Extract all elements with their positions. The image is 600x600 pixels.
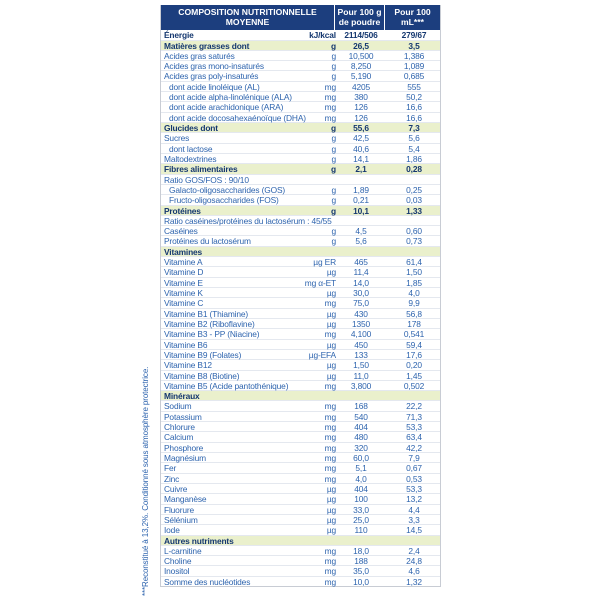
nutrient-label: dont acide arachidonique (ARA): [169, 102, 284, 113]
value-per-100g: 404: [354, 483, 368, 494]
nutrient-label: Vitamine B6: [164, 339, 208, 350]
nutrient-unit: µg-EFA: [308, 349, 336, 360]
table-row: [161, 102, 440, 112]
nutrient-label: Galacto-oligosaccharides (GOS): [169, 184, 286, 195]
table-row: [161, 82, 440, 92]
nutrient-unit: mg: [324, 422, 336, 433]
value-per-100ml: 0,03: [406, 195, 422, 206]
nutrient-label: Acides gras saturés: [164, 50, 235, 61]
nutrient-unit: g: [331, 164, 336, 175]
value-per-100g: 465: [354, 257, 368, 268]
nutrient-label: Zinc: [164, 473, 180, 484]
nutrient-label: Vitamines: [164, 246, 203, 257]
nutrient-unit: mg: [324, 453, 336, 463]
nutrient-label: Acides gras poly-insaturés: [164, 71, 259, 82]
table-row: [161, 443, 440, 453]
value-per-100g: 35,0: [353, 566, 369, 577]
nutrient-label: Potassium: [164, 411, 202, 422]
nutrient-unit: µg: [326, 483, 336, 494]
nutrient-label: Somme des nucléotides: [164, 576, 251, 587]
table-row: [161, 474, 440, 484]
value-per-100ml: 0,502: [403, 380, 425, 391]
nutrient-unit: g: [331, 123, 336, 133]
value-per-100ml: 3,5: [408, 40, 420, 51]
nutrient-unit: mg: [324, 401, 336, 412]
table-row: [161, 391, 440, 401]
nutrient-label: L-carnitine: [164, 545, 202, 556]
nutrient-unit: µg: [326, 288, 336, 298]
nutrient-unit: g: [331, 71, 336, 82]
nutrient-label: Caséines: [164, 226, 198, 237]
value-per-100g: 4,100: [350, 329, 372, 340]
value-per-100g: 1,89: [353, 184, 369, 195]
value-per-100ml: 56,8: [406, 308, 422, 319]
nutrient-label: Protéines: [164, 205, 201, 216]
nutrient-label: Vitamine A: [164, 257, 203, 268]
nutrient-label: Fibres alimentaires: [164, 164, 238, 175]
table-row: [161, 206, 440, 216]
table-row: [161, 257, 440, 267]
table-row: [161, 422, 440, 432]
value-per-100ml: 16,6: [406, 112, 422, 123]
nutrient-unit: g: [331, 205, 336, 216]
table-row: [161, 494, 440, 504]
value-per-100g: 0,21: [353, 195, 369, 206]
value-per-100ml: 53,3: [406, 483, 422, 494]
nutrient-label: Sodium: [164, 401, 192, 412]
table-row: [161, 164, 440, 174]
table-row: [161, 247, 440, 257]
nutrient-unit: µg: [326, 318, 336, 329]
table-row: [161, 30, 440, 40]
nutrient-label: Vitamine B1 (Thiamine): [164, 308, 249, 319]
value-per-100g: 10,1: [353, 205, 369, 216]
value-per-100g: 2114/506: [344, 30, 378, 41]
nutrient-label: Protéines du lactosérum: [164, 236, 251, 247]
value-per-100g: 100: [354, 494, 368, 505]
nutrient-unit: mg: [324, 411, 336, 422]
table-row: [161, 340, 440, 350]
value-per-100g: 168: [354, 401, 368, 412]
table-row: [161, 154, 440, 164]
nutrient-label: Maltodextrines: [164, 153, 217, 164]
nutrient-label: Ratio GOS/FOS : 90/10: [164, 174, 249, 185]
value-per-100g: 11,4: [353, 267, 369, 278]
nutrient-label: Ratio caséines/protéines du lactosérum : 45/55: [164, 215, 332, 226]
reconstitution-footnote: ***Reconstitué à 13,2%. Conditionné sous atmosphère protectrice.: [141, 366, 150, 596]
table-row: [161, 144, 440, 154]
value-per-100ml: 0,541: [403, 329, 425, 340]
table-row: [161, 123, 440, 133]
table-row: [161, 566, 440, 576]
value-per-100ml: 1,089: [403, 61, 425, 72]
table-row: [161, 216, 440, 226]
value-per-100g: 540: [354, 411, 368, 422]
value-per-100ml: 0,60: [406, 226, 422, 237]
value-per-100g: 4,0: [355, 473, 367, 484]
nutrient-unit: mg: [324, 81, 336, 92]
nutrient-label: Vitamine B8 (Biotine): [164, 370, 240, 381]
nutrient-unit: g: [331, 143, 336, 154]
nutrient-unit: µg: [326, 360, 336, 371]
nutrient-unit: g: [331, 153, 336, 164]
value-per-100ml: 1,386: [403, 50, 425, 61]
table-row: [161, 133, 440, 143]
nutrient-label: Vitamine C: [164, 298, 204, 309]
nutrient-unit: mg: [324, 463, 336, 474]
nutrient-unit: µg: [326, 370, 336, 381]
nutrient-unit: µg: [326, 267, 336, 278]
value-per-100ml: 71,3: [406, 411, 422, 422]
nutrient-unit: µg: [326, 339, 336, 350]
nutrient-unit: mg: [324, 566, 336, 577]
nutrient-label: dont lactose: [169, 143, 213, 154]
value-per-100ml: 59,4: [406, 339, 422, 350]
table-row: [161, 412, 440, 422]
nutrient-unit: mg: [324, 112, 336, 123]
table-row: [161, 432, 440, 442]
value-per-100g: 126: [354, 102, 368, 113]
table-row: [161, 71, 440, 81]
value-per-100g: 1350: [351, 318, 371, 329]
value-per-100ml: 17,6: [406, 349, 422, 360]
nutrient-label: Sélénium: [164, 514, 198, 525]
table-row: [161, 41, 440, 51]
value-per-100g: 5,1: [355, 463, 367, 474]
value-per-100ml: 5,4: [408, 143, 420, 154]
nutrient-unit: kJ/kcal: [309, 30, 336, 41]
value-per-100g: 404: [354, 422, 368, 433]
table-row: [161, 92, 440, 102]
value-per-100ml: 4,6: [408, 566, 420, 577]
nutrient-label: Cuivre: [164, 483, 188, 494]
nutrient-label: Sucres: [164, 133, 190, 144]
header-per-100g: Pour 100 g de poudre: [334, 5, 384, 30]
nutrient-label: Fer: [164, 463, 177, 474]
value-per-100g: 14,1: [353, 153, 369, 164]
value-per-100ml: 4,4: [408, 504, 420, 515]
table-row: [161, 536, 440, 546]
table-row: [161, 360, 440, 370]
table-row: [161, 463, 440, 473]
nutrient-label: Matières grasses dont: [164, 40, 250, 51]
value-per-100g: 4,5: [355, 226, 367, 237]
table-row: [161, 288, 440, 298]
value-per-100ml: 50,2: [406, 92, 422, 103]
header-composition: COMPOSITION NUTRITIONNELLE MOYENNE: [178, 7, 317, 27]
value-per-100g: 18,0: [353, 545, 369, 556]
value-per-100g: 380: [354, 92, 368, 103]
nutrient-unit: g: [331, 195, 336, 206]
table-row: [161, 278, 440, 288]
nutrient-unit: mg: [324, 473, 336, 484]
value-per-100ml: 1,45: [406, 370, 422, 381]
nutrient-unit: mg: [324, 545, 336, 556]
nutrient-label: Minéraux: [164, 391, 200, 402]
nutrient-unit: mg: [324, 298, 336, 309]
table-row: [161, 267, 440, 277]
nutrient-label: Vitamine B5 (Acide pantothénique): [164, 380, 289, 391]
value-per-100g: 30,0: [353, 288, 369, 298]
value-per-100ml: 555: [407, 81, 421, 92]
table-row: [161, 505, 440, 515]
value-per-100g: 11,0: [353, 370, 369, 381]
nutrient-unit: µg: [326, 494, 336, 505]
table-row: [161, 298, 440, 308]
nutrient-unit: g: [331, 226, 336, 237]
table-row: [161, 226, 440, 236]
table-row: [161, 350, 440, 360]
nutrient-unit: g: [331, 61, 336, 72]
value-per-100ml: 7,9: [408, 453, 420, 463]
table-row: [161, 175, 440, 185]
value-per-100g: 110: [354, 525, 368, 536]
value-per-100ml: 3,3: [408, 514, 420, 525]
value-per-100ml: 0,20: [406, 360, 422, 371]
value-per-100g: 133: [354, 349, 368, 360]
nutrient-unit: mg: [324, 556, 336, 567]
nutrient-unit: µg: [326, 514, 336, 525]
value-per-100ml: 0,685: [403, 71, 425, 82]
value-per-100ml: 0,67: [406, 463, 422, 474]
value-per-100g: 1,50: [353, 360, 369, 371]
table-row: [161, 185, 440, 195]
value-per-100ml: 16,6: [406, 102, 422, 113]
nutrient-label: dont acide alpha-linolénique (ALA): [169, 92, 292, 103]
nutrient-label: Calcium: [164, 432, 194, 443]
value-per-100ml: 63,4: [406, 432, 422, 443]
nutrient-label: Fluorure: [164, 504, 194, 515]
value-per-100g: 5,6: [355, 236, 367, 247]
value-per-100ml: 13,2: [406, 494, 422, 505]
value-per-100g: 26,5: [353, 40, 369, 51]
value-per-100g: 75,0: [353, 298, 369, 309]
value-per-100ml: 5,6: [408, 133, 420, 144]
nutrient-label: Vitamine B9 (Folates): [164, 349, 242, 360]
table-row: [161, 309, 440, 319]
value-per-100g: 5,190: [350, 71, 372, 82]
nutrient-label: Vitamine K: [164, 288, 203, 298]
value-per-100ml: 178: [407, 318, 421, 329]
nutrient-label: Choline: [164, 556, 192, 567]
value-per-100ml: 1,85: [406, 277, 422, 288]
table-row: [161, 381, 440, 391]
table-row: [161, 525, 440, 535]
table-row: [161, 61, 440, 71]
nutrient-label: Glucides dont: [164, 123, 218, 133]
nutrient-label: Fructo-oligosaccharides (FOS): [169, 195, 279, 206]
nutrient-label: Énergie: [164, 30, 194, 41]
value-per-100g: 188: [354, 556, 368, 567]
nutrient-unit: mg: [324, 432, 336, 443]
value-per-100ml: 0,53: [406, 473, 422, 484]
table-row: [161, 484, 440, 494]
nutrient-label: Acides gras mono-insaturés: [164, 61, 264, 72]
value-per-100ml: 61,4: [406, 257, 422, 268]
value-per-100g: 3,800: [350, 380, 372, 391]
value-per-100g: 480: [354, 432, 368, 443]
nutrient-label: Vitamine B3 - PP (Niacine): [164, 329, 260, 340]
value-per-100ml: 4,0: [408, 288, 420, 298]
value-per-100ml: 1,86: [406, 153, 422, 164]
nutrient-unit: mg: [324, 442, 336, 453]
header-per-100ml: Pour 100 mL***: [384, 5, 440, 30]
value-per-100ml: 7,3: [408, 123, 420, 133]
table-row: [161, 577, 440, 586]
value-per-100g: 42,5: [353, 133, 369, 144]
value-per-100g: 320: [354, 442, 368, 453]
nutrient-unit: mg α-ET: [304, 277, 336, 288]
nutrient-unit: g: [331, 50, 336, 61]
value-per-100g: 126: [354, 112, 368, 123]
value-per-100ml: 0,28: [406, 164, 422, 175]
table-row: [161, 51, 440, 61]
value-per-100g: 60,0: [353, 453, 369, 463]
value-per-100ml: 1,32: [406, 576, 422, 587]
nutrition-table: [160, 5, 441, 587]
value-per-100g: 25,0: [353, 514, 369, 525]
value-per-100g: 4205: [351, 81, 371, 92]
table-row: [161, 401, 440, 411]
nutrient-unit: g: [331, 133, 336, 144]
table-row: [161, 195, 440, 205]
table-row: [161, 556, 440, 566]
table-row: [161, 236, 440, 246]
table-row: [161, 329, 440, 339]
value-per-100ml: 53,3: [406, 422, 422, 433]
value-per-100g: 8,250: [350, 61, 372, 72]
nutrient-label: Inositol: [164, 566, 190, 577]
nutrient-unit: mg: [324, 92, 336, 103]
value-per-100ml: 1,50: [406, 267, 422, 278]
value-per-100g: 14,0: [353, 277, 369, 288]
nutrient-label: Vitamine E: [164, 277, 203, 288]
table-row: [161, 371, 440, 381]
table-row: [161, 113, 440, 123]
nutrient-label: Autres nutriments: [164, 535, 234, 546]
nutrient-unit: g: [331, 184, 336, 195]
nutrient-unit: mg: [324, 576, 336, 587]
table-row: [161, 515, 440, 525]
nutrient-unit: µg: [326, 308, 336, 319]
nutrient-unit: g: [331, 236, 336, 247]
value-per-100g: 10,0: [353, 576, 369, 587]
table-header-row: [161, 5, 440, 30]
nutrient-label: Vitamine B2 (Riboflavine): [164, 318, 255, 329]
value-per-100ml: 14,5: [406, 525, 422, 536]
table-row: [161, 319, 440, 329]
nutrient-label: Chlorure: [164, 422, 195, 433]
value-per-100g: 2,1: [355, 164, 367, 175]
nutrient-unit: µg ER: [313, 257, 336, 268]
value-per-100ml: 9,9: [408, 298, 420, 309]
nutrient-label: Magnésium: [164, 453, 206, 463]
value-per-100ml: 1,33: [406, 205, 422, 216]
nutrient-label: Vitamine D: [164, 267, 204, 278]
nutrient-unit: µg: [326, 504, 336, 515]
nutrient-label: Phosphore: [164, 442, 204, 453]
value-per-100g: 450: [354, 339, 368, 350]
nutrient-unit: µg: [326, 525, 336, 536]
value-per-100ml: 2,4: [408, 545, 420, 556]
value-per-100ml: 42,2: [406, 442, 422, 453]
value-per-100ml: 279/67: [401, 30, 427, 41]
nutrient-unit: mg: [324, 102, 336, 113]
table-row: [161, 546, 440, 556]
value-per-100g: 33,0: [353, 504, 369, 515]
value-per-100g: 430: [354, 308, 368, 319]
nutrient-unit: mg: [324, 329, 336, 340]
nutrient-unit: mg: [324, 380, 336, 391]
nutrient-label: Manganèse: [164, 494, 207, 505]
value-per-100g: 55,6: [353, 123, 369, 133]
nutrient-label: Vitamine B12: [164, 360, 212, 371]
value-per-100ml: 22,2: [406, 401, 422, 412]
value-per-100g: 10,500: [348, 50, 374, 61]
table-row: [161, 453, 440, 463]
value-per-100ml: 0,73: [406, 236, 422, 247]
value-per-100ml: 24,8: [406, 556, 422, 567]
nutrient-label: Iode: [164, 525, 180, 536]
nutrient-unit: g: [331, 40, 336, 51]
value-per-100ml: 0,25: [406, 184, 422, 195]
table-body: [161, 30, 440, 586]
nutrient-label: dont acide linoléique (AL): [169, 81, 260, 92]
value-per-100g: 40,6: [353, 143, 369, 154]
nutrient-label: dont acide docosahexaénoïque (DHA): [169, 112, 306, 123]
